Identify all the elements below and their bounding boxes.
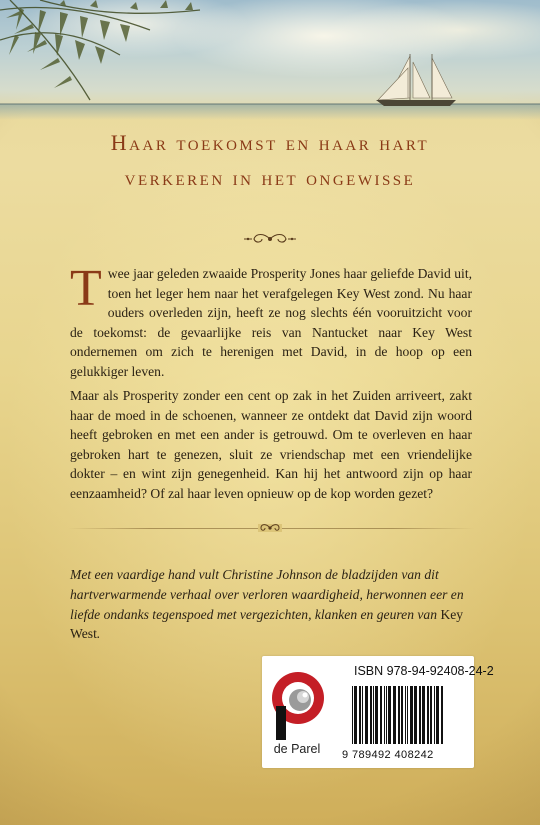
barcode-icon: [350, 686, 468, 748]
barcode-digits: 9 789492 408242: [342, 749, 434, 761]
isbn-label: ISBN 978-94-92408-24-2: [354, 664, 494, 678]
drop-cap: T: [70, 260, 102, 317]
description-paragraph-2: Maar als Prosperity zonder een cent op zak in het Zuiden arriveert, zakt haar de moed in de schoenen, wanneer ze ontdekt dat David zijn woord heeft gebroken en met een ander is getrouwd. Om te overleven en haar gebroken hart te genezen, sluit ze vriendschap met een vriendelijke dokter – en wint zijn genegenheid. Kan hij het antwoord zijn op haar eenzaamheid? Of zal haar leven opnieuw op de kop worden gezet?: [70, 388, 472, 501]
blurb-text: Met een vaardige hand vult Christine Johnson de bladzijden van dit hartverwarmende verhaal over verloren waardigheid, herwonnen eer en liefde ondanks tegenspoed met vergezichten, klanken en geuren van: [70, 567, 464, 622]
sailing-ship-illustration: [372, 52, 462, 112]
headline-line-1: Haar toekomst en haar hart: [110, 130, 430, 155]
description-paragraph-1: [70, 260, 472, 382]
palm-leaves-illustration: [0, 0, 230, 120]
small-ornament-icon: [250, 522, 290, 534]
ornament-divider-icon: [242, 232, 298, 246]
headline-line-2: verkeren in het ongewisse: [124, 165, 416, 190]
publisher-name: de Parel: [273, 742, 321, 756]
isbn-barcode-panel: [262, 656, 494, 768]
author-blurb: [70, 565, 472, 644]
paragraph-1-text: wee jaar geleden zwaaide Prosperity Jones haar geliefde David uit, toen het leger hem naar het verafgelegen Key West zond. Nu haar ouders overleden zijn, heeft ze nog slechts één vooruitzicht voor de toekomst: de gevaarlijke reis van Nantucket naar Key West ondernemen om zich te herenigen met David, in de hoop op een gelukkiger leven.: [70, 266, 472, 379]
blurb-end: .: [96, 626, 101, 642]
blurb-place: Key West: [70, 606, 464, 642]
publisher-logo-icon: [270, 664, 326, 740]
